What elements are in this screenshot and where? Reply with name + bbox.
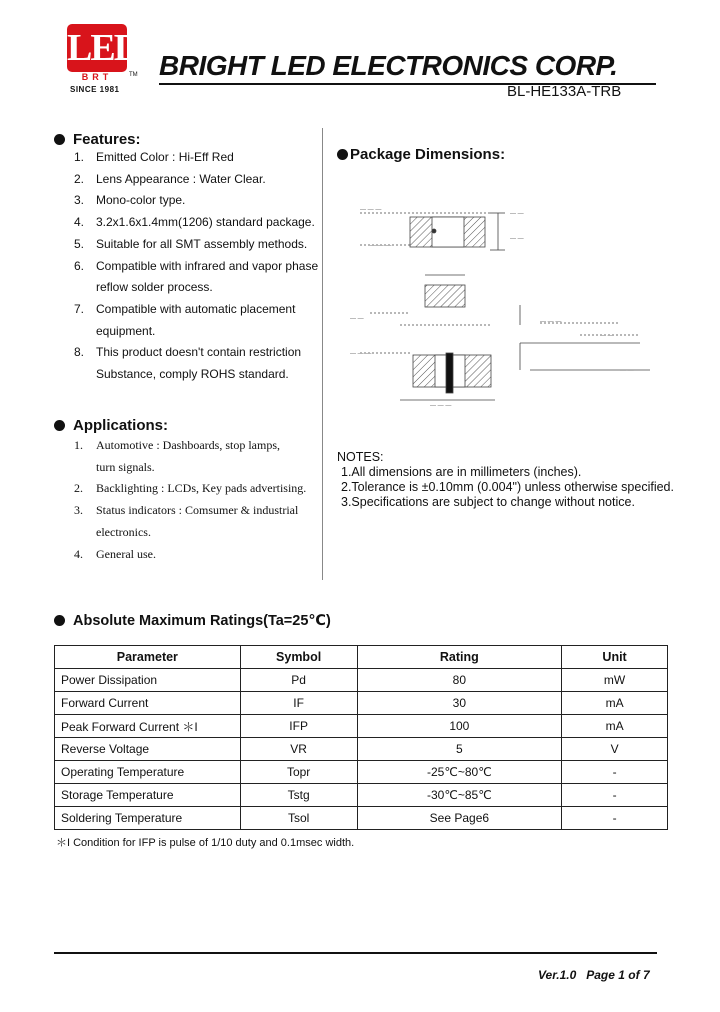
rating-cell: 80 <box>357 669 562 692</box>
column-header: Rating <box>357 646 562 669</box>
applications-list <box>74 435 324 565</box>
table-row <box>55 807 668 830</box>
svg-text:— — —: — — — <box>370 243 392 249</box>
unit-cell: V <box>562 738 668 761</box>
table-row <box>55 761 668 784</box>
list-item: 3. Mono-color type. <box>74 193 186 208</box>
symbol-cell: VR <box>240 738 357 761</box>
param-cell: Reverse Voltage <box>55 738 241 761</box>
symbol-cell: Tsol <box>240 807 357 830</box>
list-item: turn signals. <box>96 459 155 474</box>
page-footer: Ver.1.0 Page 1 of 7 <box>538 968 650 982</box>
param-cell: Power Dissipation <box>55 669 241 692</box>
logo-subtext: BRT <box>81 72 113 82</box>
unit-cell: - <box>562 807 668 830</box>
svg-text:— —: — — <box>350 316 364 322</box>
list-item: electronics. <box>96 524 151 539</box>
footer-divider <box>54 952 657 954</box>
column-header: Parameter <box>55 646 241 669</box>
rating-cell: -30℃~85℃ <box>357 784 562 807</box>
param-cell: Soldering Temperature <box>55 807 241 830</box>
svg-text:— — —: — — — <box>360 207 382 213</box>
features-list <box>74 147 324 386</box>
list-item: 6. Compatible with infrared and vapor phase <box>74 258 319 273</box>
svg-text:— — —: — — — <box>540 319 562 325</box>
table-row <box>55 738 668 761</box>
note-item: 1.All dimensions are in millimeters (inches). <box>341 465 582 479</box>
list-item: 1. Emitted Color : Hi-Eff Red <box>74 150 234 164</box>
svg-text:— — —: — — — <box>430 403 452 409</box>
list-item: 8. This product doesn't contain restriction <box>74 345 302 360</box>
bullet-icon <box>54 134 65 145</box>
param-cell: Operating Temperature <box>55 761 241 784</box>
ratings-heading <box>54 613 331 629</box>
note-item: 2.Tolerance is ±0.10mm (0.004") unless otherwise specified. <box>341 480 674 494</box>
list-item: 7. Compatible with automatic placement <box>74 301 296 316</box>
bullet-icon <box>337 149 348 160</box>
list-item: 4. 3.2x1.6x1.4mm(1206) standard package. <box>74 215 315 230</box>
list-item: 2. Backlighting : LCDs, Key pads advertising. <box>74 481 307 496</box>
symbol-cell: IFP <box>240 715 357 738</box>
since-label: SINCE 1981 <box>70 85 120 94</box>
list-item: 2. Lens Appearance : Water Clear. <box>74 171 266 186</box>
company-logo <box>67 24 140 86</box>
unit-cell: mA <box>562 692 668 715</box>
table-row <box>55 784 668 807</box>
unit-cell: mA <box>562 715 668 738</box>
list-item: 3. Status indicators : Comsumer & industrial <box>74 503 299 518</box>
column-header: Symbol <box>240 646 357 669</box>
rating-cell: 30 <box>357 692 562 715</box>
unit-cell: - <box>562 761 668 784</box>
rating-cell: 5 <box>357 738 562 761</box>
ratings-title: Absolute Maximum Ratings(Ta=25℃) <box>73 613 331 629</box>
logo-text: LED <box>67 27 140 69</box>
svg-text:— — —: — — — <box>350 351 372 357</box>
package-dimension-drawing <box>340 195 670 415</box>
svg-text:— —: — — <box>600 333 614 339</box>
rating-cell: 100 <box>357 715 562 738</box>
note-item: 3.Specifications are subject to change without notice. <box>341 495 635 509</box>
notes-title: NOTES: <box>337 450 384 464</box>
unit-cell: mW <box>562 669 668 692</box>
table-row <box>55 669 668 692</box>
list-item: 4. General use. <box>74 546 156 561</box>
ratings-table <box>54 645 668 830</box>
logo-trademark: TM <box>129 72 138 78</box>
svg-text:— —: — — <box>620 368 634 374</box>
symbol-cell: IF <box>240 692 357 715</box>
rating-cell: -25℃~80℃ <box>357 761 562 784</box>
bullet-icon <box>54 420 65 431</box>
param-cell: Storage Temperature <box>55 784 241 807</box>
table-header-row <box>55 646 668 669</box>
notes-block <box>337 450 677 510</box>
svg-text:— —: — — <box>510 211 524 217</box>
package-heading <box>337 146 505 163</box>
symbol-cell: Topr <box>240 761 357 784</box>
unit-cell: - <box>562 784 668 807</box>
column-header: Unit <box>562 646 668 669</box>
table-row <box>55 692 668 715</box>
list-item: Substance, comply ROHS standard. <box>96 367 289 382</box>
features-title: Features: <box>73 131 141 148</box>
list-item: reflow solder process. <box>96 280 213 295</box>
list-item: 1. Automotive : Dashboards, stop lamps, <box>74 438 280 452</box>
applications-heading <box>54 417 168 434</box>
param-cell: Peak Forward Current ＊I <box>55 715 241 738</box>
applications-title: Applications: <box>73 417 169 434</box>
rating-cell: See Page6 <box>357 807 562 830</box>
table-row <box>55 715 668 738</box>
list-item: equipment. <box>96 323 156 338</box>
list-item: 5. Suitable for all SMT assembly methods. <box>74 236 308 251</box>
symbol-cell: Tstg <box>240 784 357 807</box>
company-name: BRIGHT LED ELECTRONICS CORP. <box>159 50 618 81</box>
package-title: Package Dimensions: <box>350 146 506 163</box>
ratings-footnote: ＊I Condition for IFP is pulse of 1/10 duty and 0.1msec width. <box>56 837 355 849</box>
svg-text:— —: — — <box>510 236 524 242</box>
features-heading <box>54 131 141 148</box>
bullet-icon <box>54 615 65 626</box>
part-number: BL-HE133A-TRB <box>507 83 622 100</box>
param-cell: Forward Current <box>55 692 241 715</box>
symbol-cell: Pd <box>240 669 357 692</box>
